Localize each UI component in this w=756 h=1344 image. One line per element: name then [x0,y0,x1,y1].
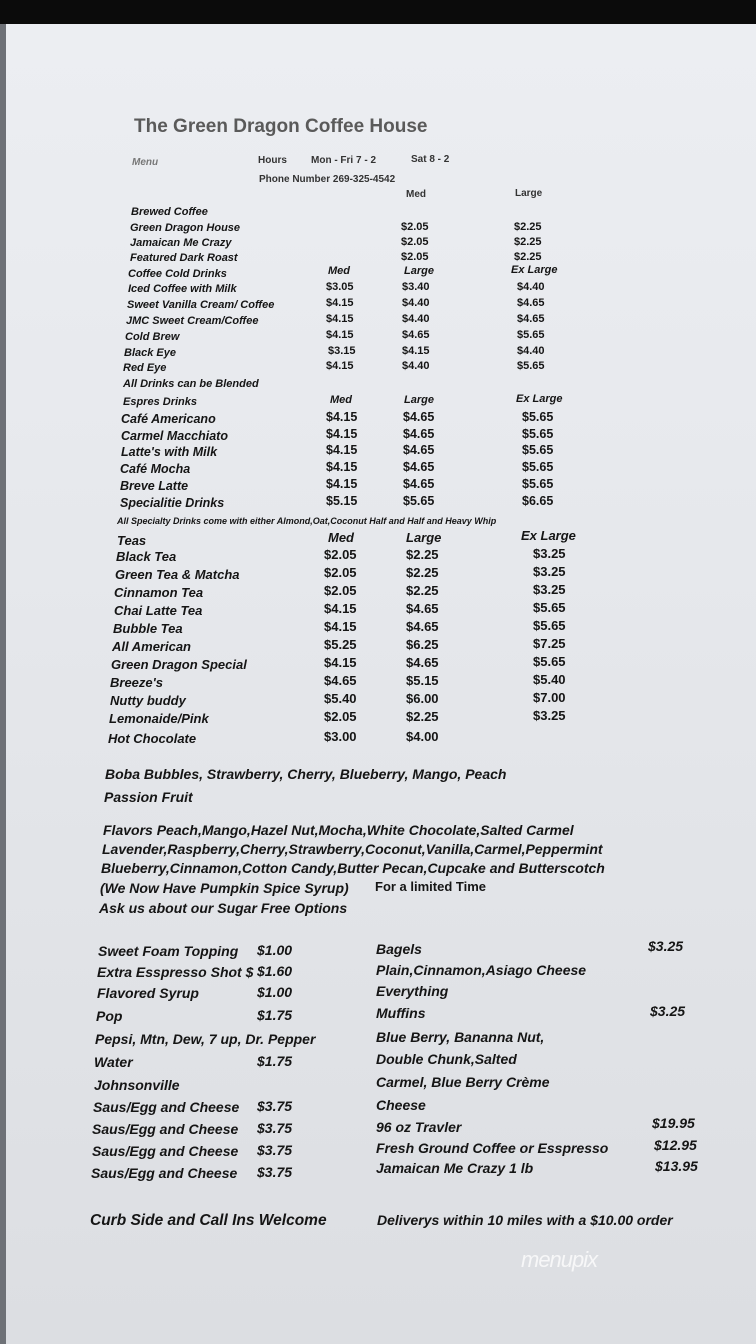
extras-item-name: Extra Esspresso Shot $ [97,964,254,980]
extras-item-name: Fresh Ground Coffee or Esspresso [376,1140,609,1156]
extras-item-name: Water [94,1054,133,1070]
extras-item-price: $1.75 [257,1007,293,1023]
price-med: $4.15 [326,297,354,309]
extras-item-name: Johnsonville [94,1077,180,1093]
price-large: $4.65 [406,619,439,634]
price-large: $4.65 [403,443,435,457]
price-ex-large: $5.65 [517,329,545,341]
extras-item-price: $3.75 [257,1142,293,1158]
price-med: $4.15 [326,410,358,424]
menu-item-name: Iced Coffee with Milk [128,283,237,295]
extras-item-name: Double Chunk,Salted [376,1051,517,1067]
price-large: $4.65 [403,427,435,441]
price-large: $4.65 [403,477,435,491]
menu-label: Menu [132,157,159,168]
hours-label: Hours [258,155,287,166]
extras-item-price: $3.25 [648,938,684,954]
menu-item-name: Black Tea [116,549,177,564]
price-med: $5.40 [324,691,357,706]
extras-item-price: $3.75 [257,1164,293,1180]
price-ex-large: $3.25 [533,564,566,579]
specialty-note: All Specialty Drinks come with either Almond,Oat,Coconut Half and Half and Heavy Whip [117,516,497,526]
price-large: $2.25 [406,565,439,580]
menu-item-name: Breeze's [110,675,163,690]
col-large: Large [404,265,434,277]
menu-item-name: All American [112,639,191,654]
price-large: $2.25 [514,251,542,263]
extras-item-name: Saus/Egg and Cheese [93,1099,240,1115]
menu-item-name: Cold Brew [125,331,180,343]
price-ex-large: $3.25 [533,708,566,723]
price-med: $2.05 [401,251,429,263]
extras-item-name: Plain,Cinnamon,Asiago Cheese [376,962,587,978]
price-large: $5.65 [403,494,435,508]
price-med: $4.15 [326,329,354,341]
price-ex-large: $3.25 [533,582,566,597]
price-large: $4.40 [402,313,430,325]
footer-curbside: Curb Side and Call Ins Welcome [90,1212,327,1229]
price-med: $2.05 [324,565,357,580]
extras-item-price: $1.60 [257,963,293,979]
hours-weekday: Mon - Fri 7 - 2 [311,155,376,166]
price-ex-large: $5.65 [522,427,554,441]
boba-line: Passion Fruit [104,789,193,805]
price-ex-large: $7.25 [533,636,566,651]
blend-note: All Drinks can be Blended [123,378,259,390]
price-ex-large: $4.65 [517,313,545,325]
menu-item-name: Green Dragon Special [111,657,247,672]
price-large: $4.40 [402,297,430,309]
extras-item-price: $3.75 [257,1120,293,1136]
price-ex-large: $5.65 [533,654,566,669]
price-large: $4.65 [403,460,435,474]
menupix-watermark: menupix [521,1247,598,1272]
price-ex-large: $5.65 [533,600,566,615]
price-ex-large: $5.65 [522,460,554,474]
extras-item-name: Saus/Egg and Cheese [91,1165,238,1181]
menu-item-name: Featured Dark Roast [130,252,238,264]
price-ex-large: $4.65 [517,297,545,309]
price-large: $4.65 [403,410,435,424]
menu-item-name: Jamaican Me Crazy [130,237,232,249]
price-large: $4.15 [402,345,430,357]
footer-delivery: Deliverys within 10 miles with a $10.00 order [377,1212,673,1228]
menu-item-name: Green Dragon House [130,222,241,234]
sugar-free-note: Ask us about our Sugar Free Options [99,900,348,916]
price-ex-large: $5.65 [522,410,554,424]
limited-time-note: For a limited Time [375,879,487,894]
extras-item-name: Cheese [376,1097,426,1113]
price-ex-large: $3.25 [533,546,566,561]
price-large: $3.40 [402,281,430,293]
extras-item-name: Carmel, Blue Berry Crème [376,1074,550,1090]
price-med: $3.15 [328,345,356,357]
menu-item-name: Café Americano [121,412,216,426]
price-med: $4.15 [324,601,357,616]
menu-item-name: Specialitie Drinks [120,496,225,510]
cold-drinks-heading: Coffee Cold Drinks [128,268,227,280]
price-large: $4.65 [406,601,439,616]
col-large: Large [406,530,442,545]
price-ex-large: $4.40 [517,345,545,357]
espresso-heading: Espres Drinks [123,396,197,408]
col-ex-large: Ex Large [521,528,576,543]
price-med: $4.65 [324,673,357,688]
price-med: $4.15 [326,360,354,372]
menu-item-name: Bubble Tea [113,621,183,636]
extras-item-price: $1.75 [257,1053,293,1069]
price-med: $3.00 [324,729,357,744]
flavors-line: (We Now Have Pumpkin Spice Syrup) [100,880,349,896]
extras-item-name: Sweet Foam Topping [98,943,239,959]
extras-item-price: $1.00 [257,984,293,1000]
price-large: $4.00 [406,729,439,744]
extras-item-price: $13.95 [655,1158,698,1174]
price-large: $4.40 [402,360,430,372]
extras-item-name: Bagels [376,941,422,957]
price-large: $5.15 [406,673,439,688]
price-med: $2.05 [324,709,357,724]
price-ex-large: $7.00 [533,690,566,705]
menu-item-name: Breve Latte [120,479,189,493]
extras-item-price: $12.95 [654,1137,697,1153]
price-med: $2.05 [401,221,429,233]
price-med: $5.15 [326,494,358,508]
col-ex-large: Ex Large [511,264,558,276]
menu-item-name: Red Eye [123,362,167,374]
price-ex-large: $4.40 [517,281,545,293]
extras-item-name: Blue Berry, Bananna Nut, [376,1029,545,1045]
price-ex-large: $6.65 [522,494,554,508]
menu-item-name: Cinnamon Tea [114,585,204,600]
price-large: $2.25 [406,709,439,724]
brewed-col-med: Med [406,189,426,200]
price-large: $4.65 [406,655,439,670]
hours-saturday: Sat 8 - 2 [411,154,450,165]
price-med: $2.05 [324,583,357,598]
price-med: $4.15 [326,427,358,441]
price-ex-large: $5.65 [522,443,554,457]
col-med: Med [330,394,352,406]
price-large: $2.25 [406,583,439,598]
extras-item-price: $3.75 [257,1098,293,1114]
brewed-coffee-heading: Brewed Coffee [131,206,208,218]
flavors-line: Flavors Peach,Mango,Hazel Nut,Mocha,White Chocolate,Salted Carmel [103,822,574,838]
menu-item-name: JMC Sweet Cream/Coffee [126,315,259,327]
price-large: $2.25 [406,547,439,562]
price-ex-large: $5.65 [517,360,545,372]
extras-item-name: Saus/Egg and Cheese [92,1121,239,1137]
col-large: Large [404,394,434,406]
price-ex-large: $5.65 [522,477,554,491]
extras-item-name: Jamaican Me Crazy 1 lb [376,1160,534,1176]
extras-item-name: Saus/Egg and Cheese [92,1143,239,1159]
teas-heading: Teas [117,533,147,548]
price-med: $4.15 [326,477,358,491]
menu-item-name: Lemonaide/Pink [109,711,209,726]
extras-item-name: Pepsi, Mtn, Dew, 7 up, Dr. Pepper [95,1031,316,1047]
menu-item-name: Green Tea & Matcha [115,567,240,582]
brewed-col-large: Large [515,188,543,199]
boba-line: Boba Bubbles, Strawberry, Cherry, Blueberry, Mango, Peach [105,766,507,782]
col-med: Med [328,530,354,545]
price-med: $2.05 [324,547,357,562]
menu-item-name: Nutty buddy [110,693,186,708]
price-ex-large: $5.40 [533,672,566,687]
price-med: $4.15 [324,619,357,634]
price-med: $5.25 [324,637,357,652]
price-med: $4.15 [326,460,358,474]
extras-item-name: Everything [376,983,449,999]
extras-item-price: $1.00 [257,942,293,958]
extras-item-name: 96 oz Travler [376,1119,462,1135]
price-med: $2.05 [401,236,429,248]
price-med: $3.05 [326,281,354,293]
phone-number: Phone Number 269-325-4542 [259,174,396,185]
menu-item-name: Latte's with Milk [121,445,218,459]
top-dark-edge [0,0,756,24]
menu-item-name: Carmel Macchiato [121,429,228,443]
col-med: Med [328,265,350,277]
price-med: $4.15 [326,443,358,457]
price-large: $6.00 [406,691,439,706]
price-large: $2.25 [514,236,542,248]
price-large: $4.65 [402,329,430,341]
menu-item-name: Chai Latte Tea [114,603,203,618]
price-med: $4.15 [326,313,354,325]
menu-item-name: Café Mocha [120,462,191,476]
extras-item-name: Flavored Syrup [97,985,199,1001]
extras-item-name: Pop [96,1008,123,1024]
menu-item-name: Black Eye [124,347,176,359]
menu-item-name: Sweet Vanilla Cream/ Coffee [127,299,275,311]
extras-item-price: $19.95 [652,1115,695,1131]
extras-item-name: Muffins [376,1005,426,1021]
col-ex-large: Ex Large [516,393,563,405]
price-large: $2.25 [514,221,542,233]
flavors-line: Blueberry,Cinnamon,Cotton Candy,Butter Pecan,Cupcake and Butterscotch [101,860,605,876]
price-large: $6.25 [406,637,439,652]
extras-item-price: $3.25 [650,1003,686,1019]
page-title: The Green Dragon Coffee House [134,116,428,137]
flavors-line: Lavender,Raspberry,Cherry,Strawberry,Coconut,Vanilla,Carmel,Peppermint [102,841,603,857]
price-med: $4.15 [324,655,357,670]
menu-item-name: Hot Chocolate [108,731,197,746]
price-ex-large: $5.65 [533,618,566,633]
